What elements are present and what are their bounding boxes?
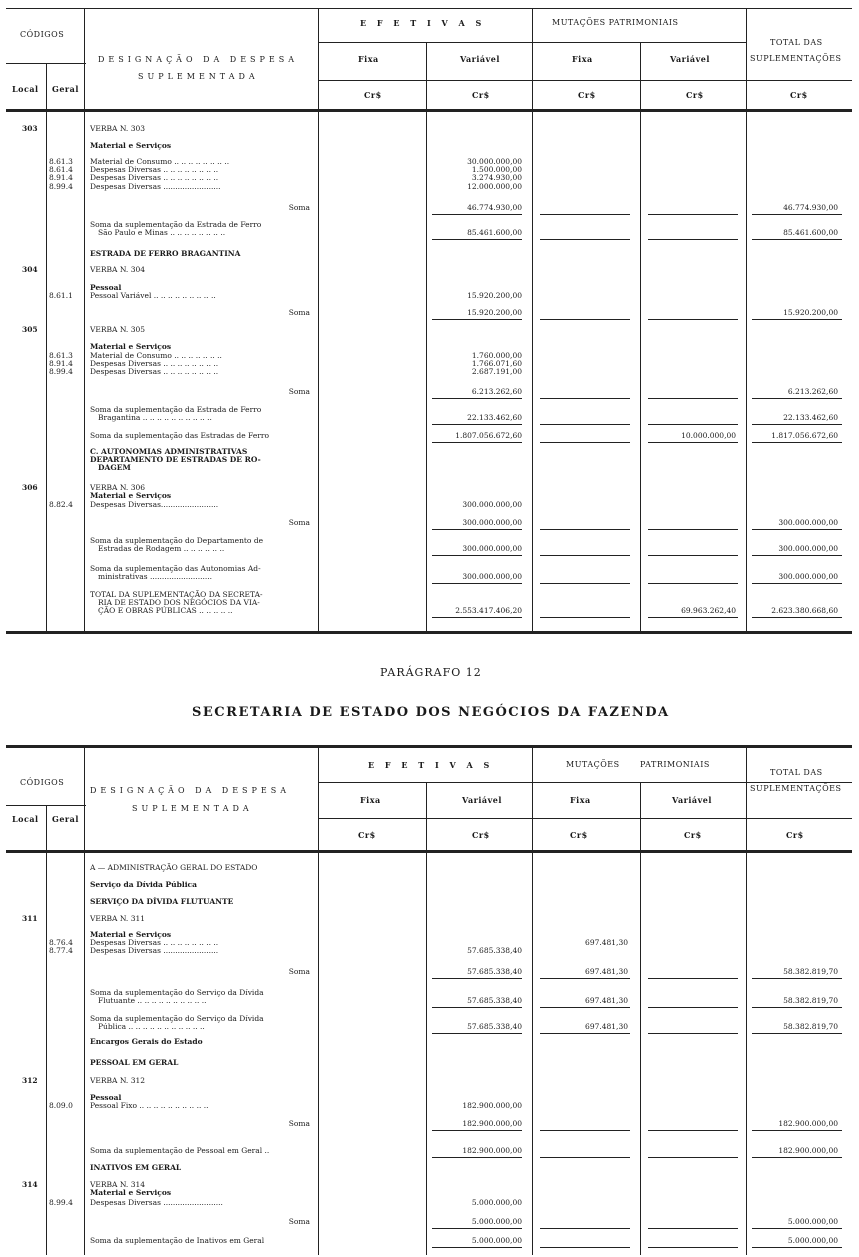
rule-line	[752, 583, 842, 584]
value-efetiva-variavel: 5.000.000,00	[471, 1217, 522, 1226]
rule-line	[648, 239, 738, 240]
header-currency: Cr$	[578, 90, 596, 100]
row-label: Despesas Diversas .. .. .. .. .. .. .. ..	[90, 165, 219, 174]
header-total: TOTAL DAS	[770, 38, 823, 47]
rule-line	[432, 1228, 522, 1229]
value-total: 1.817.056.672,60	[771, 431, 838, 440]
rule-line	[752, 1033, 842, 1034]
code-local: 314	[22, 1180, 38, 1189]
row-label: Pessoal	[90, 1093, 122, 1102]
value-efetiva-variavel: 57.685.338,40	[467, 1022, 522, 1031]
header-patrimoniais: PATRIMONIAIS	[640, 760, 710, 769]
row-label: VERBA N. 306	[90, 483, 146, 492]
header-suplementada: SUPLEMENTADA	[138, 72, 259, 81]
soma-label: Soma	[288, 518, 310, 527]
value-total: 182.900.000,00	[778, 1119, 838, 1128]
row-label: Soma da suplementação da Estrada de Ferro	[90, 405, 262, 414]
header-suplementacoes: SUPLEMENTAÇÕES	[750, 54, 842, 63]
rule-line	[648, 424, 738, 425]
value-mutacao-fixa: 697.481,30	[585, 996, 628, 1005]
value-efetiva-variavel: 57.685.338,40	[467, 996, 522, 1005]
row-label: Soma da suplementação de Inativos em Geral	[90, 1236, 265, 1245]
rule-line	[752, 1130, 842, 1131]
header-currency: Cr$	[790, 90, 808, 100]
value-efetiva-variavel: 1.766.071,60	[471, 359, 522, 368]
value-efetiva-variavel: 15.920.200,00	[467, 308, 522, 317]
row-label: VERBA N. 312	[90, 1076, 146, 1085]
soma-label: Soma	[288, 387, 310, 396]
rule-line	[540, 1228, 630, 1229]
row-label: INATIVOS EM GERAL	[90, 1163, 182, 1172]
rule-line	[540, 555, 630, 556]
row-label: Pessoal Fixo .. .. .. .. .. .. .. .. .. ..	[90, 1101, 209, 1110]
rule-line	[648, 1007, 738, 1008]
code-local: 312	[22, 1076, 38, 1085]
row-label: Material e Serviços	[90, 930, 172, 939]
header-currency: Cr$	[570, 830, 588, 840]
row-label: Pessoal Variável .. .. .. .. .. .. .. .. ..	[90, 291, 216, 300]
code-geral: 8.61.1	[49, 291, 73, 300]
header-mutacoes: MUTAÇÕES	[566, 760, 620, 769]
row-label: Despesas Diversas .. .. .. .. .. .. .. ..	[90, 359, 219, 368]
code-local: 305	[22, 325, 38, 334]
header-currency: Cr$	[472, 830, 490, 840]
header-total: TOTAL DAS	[770, 768, 823, 777]
value-total: 182.900.000,00	[778, 1146, 838, 1155]
rule-line	[432, 214, 522, 215]
header-fixa-mut: Fixa	[572, 54, 593, 64]
row-label: VERBA N. 304	[90, 265, 146, 274]
rule-line	[648, 214, 738, 215]
value-total: 85.461.600,00	[783, 228, 838, 237]
rule-line	[752, 1228, 842, 1229]
value-efetiva-variavel: 182.900.000,00	[462, 1146, 522, 1155]
header-suplementada: SUPLEMENTADA	[132, 804, 253, 813]
header-suplementacoes: SUPLEMENTAÇÕES	[750, 784, 842, 793]
row-label: Pública .. .. .. .. .. .. .. .. .. .. ..	[98, 1022, 205, 1031]
value-efetiva-variavel: 300.000.000,00	[462, 544, 522, 553]
code-geral: 8.91.4	[49, 173, 73, 182]
row-label: C. AUTONOMIAS ADMINISTRATIVAS	[90, 447, 248, 456]
value-efetiva-variavel: 1.500.000,00	[471, 165, 522, 174]
rule-line	[648, 442, 738, 443]
value-efetiva-variavel: 5.000.000,00	[471, 1198, 522, 1207]
rule-line	[752, 1007, 842, 1008]
row-label: ÇÃO E OBRAS PÚBLICAS .. .. .. .. ..	[98, 606, 233, 615]
row-label: Serviço da Dívida Pública	[90, 880, 197, 889]
value-efetiva-variavel: 300.000.000,00	[462, 518, 522, 527]
rule-line	[752, 398, 842, 399]
value-efetiva-variavel: 182.900.000,00	[462, 1101, 522, 1110]
row-label: Soma da suplementação do Serviço da Dívida	[90, 1014, 264, 1023]
section-title: SECRETARIA DE ESTADO DOS NEGÓCIOS DA FAZENDA	[192, 705, 670, 720]
row-label: Pessoal	[90, 283, 122, 292]
rule-line	[540, 1247, 630, 1248]
header-variavel: Variável	[460, 54, 500, 64]
row-label: Encargos Gerais do Estado	[90, 1037, 203, 1046]
rule-line	[752, 555, 842, 556]
row-label: Material e Serviços	[90, 342, 172, 351]
value-total: 15.920.200,00	[783, 308, 838, 317]
rule-line	[540, 1007, 630, 1008]
row-label: Material de Consumo .. .. .. .. .. .. ..	[90, 351, 222, 360]
value-efetiva-variavel: 57.685.338,40	[467, 967, 522, 976]
header-fixa: Fixa	[360, 795, 381, 805]
header-codigos: CÓDIGOS	[20, 30, 65, 39]
value-mutacao-fixa: 697.481,30	[585, 1022, 628, 1031]
code-geral: 8.77.4	[49, 946, 73, 955]
row-label: DEPARTAMENTO DE ESTRADAS DE RO-	[90, 455, 261, 464]
value-efetiva-variavel: 5.000.000,00	[471, 1236, 522, 1245]
rule-line	[432, 1157, 522, 1158]
value-efetiva-variavel: 22.133.462,60	[467, 413, 522, 422]
rule-line	[540, 617, 630, 618]
header-currency: Cr$	[786, 830, 804, 840]
rule-line	[540, 398, 630, 399]
rule-line	[540, 529, 630, 530]
code-geral: 8.61.3	[49, 157, 73, 166]
value-efetiva-variavel: 1.760.000,00	[471, 351, 522, 360]
rule-line	[540, 239, 630, 240]
rule-line	[752, 239, 842, 240]
rule-line	[648, 617, 738, 618]
value-efetiva-variavel: 300.000.000,00	[462, 500, 522, 509]
soma-label: Soma	[288, 1217, 310, 1226]
row-label: Soma da suplementação de Pessoal em Geral ..	[90, 1146, 270, 1155]
value-total: 300.000.000,00	[778, 572, 838, 581]
rule-line	[540, 214, 630, 215]
value-efetiva-variavel: 2.553.417.406,20	[455, 606, 522, 615]
row-label: São Paulo e Minas .. .. .. .. .. .. .. ..	[98, 228, 226, 237]
value-efetiva-variavel: 30.000.000,00	[467, 157, 522, 166]
rule-line	[752, 442, 842, 443]
rule-line	[540, 1130, 630, 1131]
row-label: Despesas Diversas .........................	[90, 1198, 223, 1207]
rule-line	[648, 555, 738, 556]
value-efetiva-variavel: 85.461.600,00	[467, 228, 522, 237]
rule-line	[432, 398, 522, 399]
row-label: RIA DE ESTADO DOS NEGÓCIOS DA VIA-	[98, 598, 260, 607]
row-label: A — ADMINISTRAÇÃO GERAL DO ESTADO	[90, 863, 258, 872]
row-label: PESSOAL EM GERAL	[90, 1058, 179, 1067]
value-efetiva-variavel: 300.000.000,00	[462, 572, 522, 581]
soma-label: Soma	[288, 203, 310, 212]
rule-line	[432, 424, 522, 425]
header-geral: Geral	[52, 84, 79, 94]
rule-line	[540, 583, 630, 584]
rule-line	[432, 617, 522, 618]
row-label: Soma da suplementação das Estradas de Ferro	[90, 431, 269, 440]
rule-line	[432, 1130, 522, 1131]
value-mutacao-variavel: 69.963.262,40	[681, 606, 736, 615]
rule-line	[540, 319, 630, 320]
code-geral: 8.82.4	[49, 500, 73, 509]
code-geral: 8.76.4	[49, 938, 73, 947]
row-label: Despesas Diversas .. .. .. .. .. .. .. ..	[90, 173, 219, 182]
rule-line	[432, 978, 522, 979]
row-label: Material e Serviços	[90, 141, 172, 150]
value-efetiva-variavel: 1.807.056.672,60	[455, 431, 522, 440]
soma-label: Soma	[288, 308, 310, 317]
header-variavel-mut: Variável	[672, 795, 712, 805]
value-total: 22.133.462,60	[783, 413, 838, 422]
code-local: 306	[22, 483, 38, 492]
header-efetivas: E F E T I V A S	[360, 18, 486, 28]
row-label: Material e Serviços	[90, 1188, 172, 1197]
header-efetivas: E F E T I V A S	[368, 760, 494, 770]
row-label: Bragantina .. .. .. .. .. .. .. .. .. ..	[98, 413, 212, 422]
value-efetiva-variavel: 6.213.262,60	[471, 387, 522, 396]
header-local: Local	[12, 84, 39, 94]
code-geral: 8.99.4	[49, 1198, 73, 1207]
value-efetiva-variavel: 15.920.200,00	[467, 291, 522, 300]
paragraph-heading: PARÁGRAFO 12	[380, 666, 482, 679]
rule-line	[752, 424, 842, 425]
row-label: Material e Serviços	[90, 491, 172, 500]
value-total: 300.000.000,00	[778, 544, 838, 553]
code-geral: 8.99.4	[49, 367, 73, 376]
value-efetiva-variavel: 3.274.930,00	[471, 173, 522, 182]
rule-line	[648, 1247, 738, 1248]
header-variavel: Variável	[462, 795, 502, 805]
header-currency: Cr$	[358, 830, 376, 840]
rule-line	[648, 1228, 738, 1229]
header-geral: Geral	[52, 814, 79, 824]
rule-line	[752, 529, 842, 530]
row-label: Material de Consumo .. .. .. .. .. .. .. ..	[90, 157, 230, 166]
value-efetiva-variavel: 57.685.338,40	[467, 946, 522, 955]
rule-line	[540, 424, 630, 425]
header-variavel-mut: Variável	[670, 54, 710, 64]
row-label: VERBA N. 303	[90, 124, 146, 133]
rule-line	[648, 398, 738, 399]
rule-line	[752, 1157, 842, 1158]
value-total: 300.000.000,00	[778, 518, 838, 527]
header-fixa: Fixa	[358, 54, 379, 64]
row-label: Soma da suplementação das Autonomias Ad-	[90, 564, 261, 573]
soma-label: Soma	[288, 967, 310, 976]
rule-line	[648, 1033, 738, 1034]
row-label: Soma da suplementação da Estrada de Ferro	[90, 220, 262, 229]
soma-label: Soma	[288, 1119, 310, 1128]
value-efetiva-variavel: 12.000.000,00	[467, 182, 522, 191]
rule-line	[648, 978, 738, 979]
code-geral: 8.99.4	[49, 182, 73, 191]
row-label: Estradas de Rodagem .. .. .. .. .. ..	[98, 544, 225, 553]
rule-line	[540, 442, 630, 443]
rule-line	[540, 978, 630, 979]
code-geral: 8.61.3	[49, 351, 73, 360]
rule-line	[432, 1007, 522, 1008]
row-label: Despesas Diversas........................	[90, 500, 219, 509]
row-label: Despesas Diversas .. .. .. .. .. .. .. ..	[90, 367, 219, 376]
value-efetiva-variavel: 46.774.930,00	[467, 203, 522, 212]
code-local: 303	[22, 124, 38, 133]
value-total: 2.623.380.668,60	[771, 606, 838, 615]
value-total: 58.382.819,70	[783, 967, 838, 976]
row-label: SERVIÇO DA DÍVIDA FLUTUANTE	[90, 897, 234, 906]
value-total: 58.382.819,70	[783, 996, 838, 1005]
code-geral: 8.91.4	[49, 359, 73, 368]
row-label: DAGEM	[98, 463, 131, 472]
rule-line	[540, 1033, 630, 1034]
header-currency: Cr$	[686, 90, 704, 100]
value-mutacao-fixa: 697.481,30	[585, 938, 628, 947]
row-label: Despesas Diversas .......................	[90, 946, 219, 955]
row-label: VERBA N. 305	[90, 325, 146, 334]
header-fixa-mut: Fixa	[570, 795, 591, 805]
rule-line	[432, 529, 522, 530]
header-currency: Cr$	[684, 830, 702, 840]
row-label: Soma da suplementação do Serviço da Dívida	[90, 988, 264, 997]
header-codigos: CÓDIGOS	[20, 778, 65, 787]
row-label: Despesas Diversas ........................	[90, 182, 221, 191]
header-currency: Cr$	[472, 90, 490, 100]
rule-line	[648, 319, 738, 320]
row-label: Despesas Diversas .. .. .. .. .. .. .. ..	[90, 938, 219, 947]
rule-line	[648, 1130, 738, 1131]
row-label: VERBA N. 314	[90, 1180, 146, 1189]
value-efetiva-variavel: 2.687.191,00	[471, 367, 522, 376]
header-mutacoes: MUTAÇÕES PATRIMONIAIS	[552, 18, 679, 27]
value-total: 5.000.000,00	[787, 1236, 838, 1245]
rule-line	[432, 1033, 522, 1034]
header-designacao: DESIGNAÇÃO DA DESPESA	[98, 55, 299, 64]
rule-line	[648, 583, 738, 584]
row-label: ESTRADA DE FERRO BRAGANTINA	[90, 249, 241, 258]
rule-line	[752, 319, 842, 320]
value-mutacao-fixa: 697.481,30	[585, 967, 628, 976]
row-label: Flutuante .. .. .. .. .. .. .. .. .. ..	[98, 996, 207, 1005]
rule-line	[432, 239, 522, 240]
row-label: VERBA N. 311	[90, 914, 146, 923]
row-label: TOTAL DA SUPLEMENTAÇÃO DA SECRETA-	[90, 590, 263, 599]
rule-line	[648, 1157, 738, 1158]
value-total: 5.000.000,00	[787, 1217, 838, 1226]
value-total: 46.774.930,00	[783, 203, 838, 212]
header-designacao: DESIGNAÇÃO DA DESPESA	[90, 786, 291, 795]
rule-line	[432, 583, 522, 584]
code-geral: 8.61.4	[49, 165, 73, 174]
value-total: 6.213.262,60	[787, 387, 838, 396]
rule-line	[752, 214, 842, 215]
rule-line	[648, 529, 738, 530]
header-currency: Cr$	[364, 90, 382, 100]
code-local: 311	[22, 914, 38, 923]
value-total: 58.382.819,70	[783, 1022, 838, 1031]
code-local: 304	[22, 265, 38, 274]
rule-line	[432, 1247, 522, 1248]
rule-line	[752, 978, 842, 979]
value-efetiva-variavel: 182.900.000,00	[462, 1119, 522, 1128]
row-label: Soma da suplementação do Departamento de	[90, 536, 264, 545]
code-geral: 8.09.0	[49, 1101, 73, 1110]
value-mutacao-variavel: 10.000.000,00	[681, 431, 736, 440]
row-label: ministrativas ..........................	[98, 572, 212, 581]
rule-line	[432, 555, 522, 556]
rule-line	[752, 617, 842, 618]
rule-line	[540, 1157, 630, 1158]
rule-line	[752, 1247, 842, 1248]
rule-line	[432, 319, 522, 320]
rule-line	[432, 442, 522, 443]
header-local: Local	[12, 814, 39, 824]
